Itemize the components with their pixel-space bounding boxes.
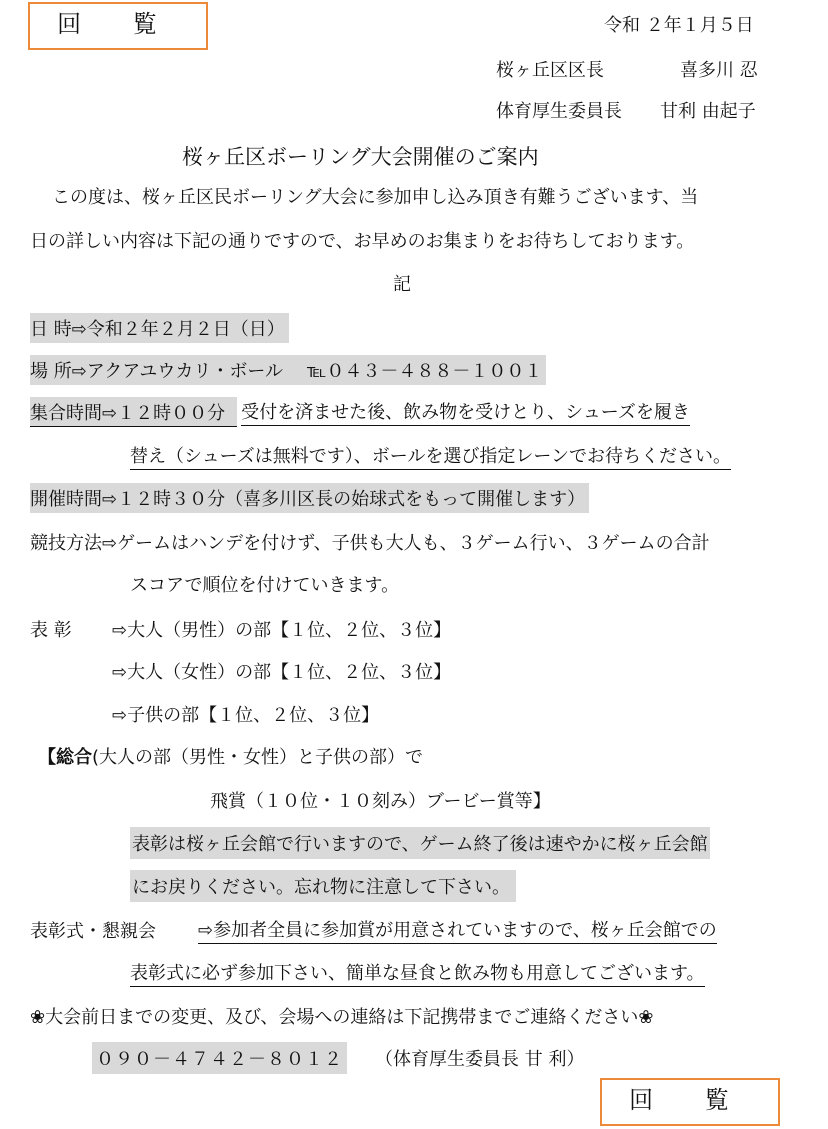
sender2-title: 体育厚生委員長 xyxy=(496,101,622,122)
party-text-2: 表彰式に必ず参加下さい、簡単な昼食と飲み物も用意してございます。 xyxy=(130,959,705,987)
page-title: 桜ヶ丘区ボーリング大会開催のご案内 xyxy=(182,145,539,169)
contact-phone: ０９０－４７４２－８０１２ xyxy=(92,1042,347,1074)
gather-row xyxy=(30,397,690,427)
method-text-2: スコアで順位を付けていきます。 xyxy=(130,575,400,596)
party-label: 表彰式・懇親会 xyxy=(30,921,156,942)
ceremony-note-1: 表彰は桜ヶ丘会館で行いますので、ゲーム終了後は速やかに桜ヶ丘会館 xyxy=(130,827,710,859)
award-label: 表 彰 xyxy=(30,620,72,641)
gather-time: 集合時間⇨１２時００分 xyxy=(30,397,237,427)
gather-text-1: 受付を済ませた後、飲み物を受けとり、シューズを履き xyxy=(241,398,690,426)
contact-row xyxy=(30,1001,653,1031)
award-row-1 xyxy=(30,614,451,644)
circulation-stamp-bottom: 回 覧 xyxy=(600,1078,780,1126)
open-row xyxy=(30,483,589,513)
award-children: ⇨子供の部【１位、２位、３位】 xyxy=(112,705,380,726)
method-text-1: 競技方法⇨ゲームはハンデを付けず、子供も大人も、３ゲーム行い、３ゲームの合計 xyxy=(30,533,710,554)
gather-row-2 xyxy=(130,441,731,471)
party-row-2 xyxy=(130,958,705,988)
method-row xyxy=(30,527,710,557)
contact-line: ❀大会前日までの変更、及び、会場への連絡は下記携帯までご連絡ください❀ xyxy=(30,1007,654,1028)
overall-rest: (大人の部（男性・女性）と子供の部）で xyxy=(92,747,424,768)
intro-line-1: この度は、桜ヶ丘区民ボーリング大会に参加申し込み頂き有難うございます、当 xyxy=(52,187,699,208)
event-place: 場 所⇨アクアユウカリ・ボール xyxy=(30,355,303,385)
ceremony-note-row-2 xyxy=(130,871,516,901)
award-adult-male: ⇨大人（男性）の部【１位、２位、３位】 xyxy=(112,620,452,641)
phone-owner: （体育厚生委員長 甘 利） xyxy=(375,1049,585,1070)
sender1-title: 桜ヶ丘区区長 xyxy=(496,60,604,81)
document-date: 令和 ２年１月５日 xyxy=(604,15,754,36)
method-row-2 xyxy=(130,569,399,599)
sender2-name: 甘利 由起子 xyxy=(660,101,756,122)
date-row xyxy=(30,313,289,343)
event-tel: ℡０４３－４８８－１００１ xyxy=(303,355,546,385)
overall-bold: 【総合 xyxy=(38,747,92,768)
place-row xyxy=(30,355,546,385)
award-adult-female: ⇨大人（女性）の部【１位、２位、３位】 xyxy=(112,662,452,683)
intro-line-2: 日の詳しい内容は下記の通りですので、お早めのお集まりをお待ちしております。 xyxy=(30,231,695,252)
circulation-stamp-top: 回 覧 xyxy=(28,2,208,50)
ceremony-note-2: にお戻りください。忘れ物に注意して下さい。 xyxy=(130,870,516,902)
phone-row xyxy=(92,1043,584,1073)
party-row xyxy=(30,915,717,945)
award-row-2 xyxy=(112,656,451,686)
sender1-name: 喜多川 忍 xyxy=(680,60,758,81)
overall-line-2: 飛賞（１０位・１０刻み）ブービー賞等】 xyxy=(210,791,551,812)
ki-heading: 記 xyxy=(393,274,411,295)
award-row-3 xyxy=(112,699,379,729)
ceremony-note-row-1 xyxy=(130,828,710,858)
open-time: 開催時間⇨１２時３０分（喜多川区長の始球式をもって開催します） xyxy=(30,483,589,513)
overall-row xyxy=(38,741,423,771)
gather-text-2: 替え（シューズは無料です）、ボールを選び指定レーンでお待ちください。 xyxy=(130,442,731,470)
party-text-1: ⇨参加者全員に参加賞が用意されていますので、桜ヶ丘会館での xyxy=(198,916,717,944)
event-date: 日 時⇨令和２年２月２日（日） xyxy=(30,313,289,343)
overall-row-2 xyxy=(210,785,551,815)
